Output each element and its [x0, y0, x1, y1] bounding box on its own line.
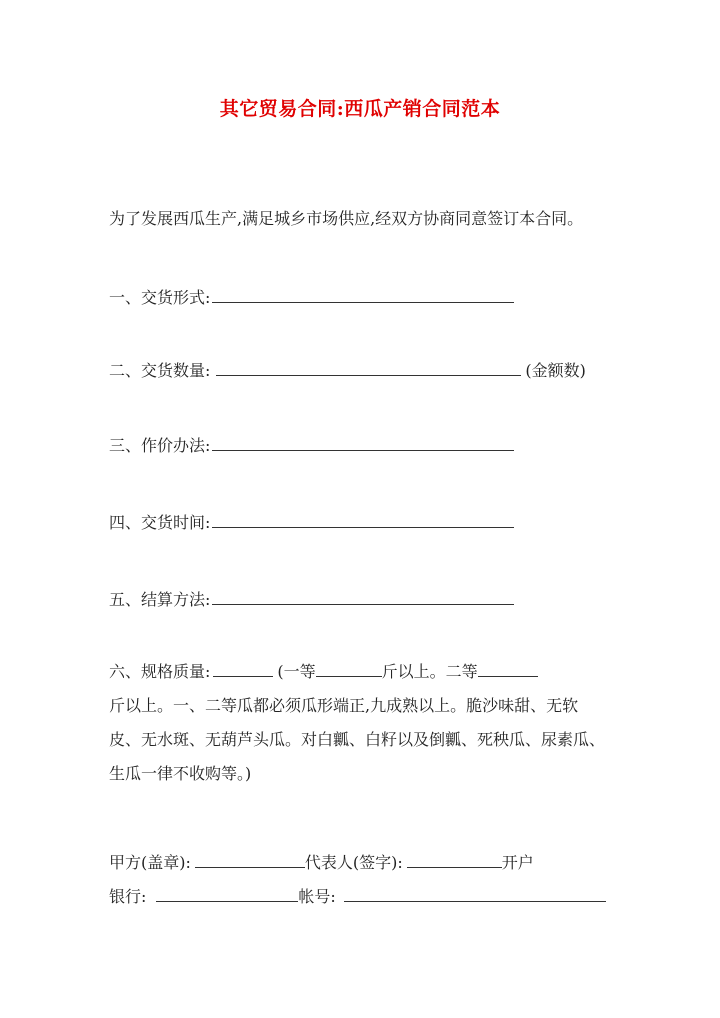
clause-4-label: 四、交货时间:: [109, 513, 211, 532]
party-a-blank: [195, 852, 305, 868]
clause-6-row-4: 生瓜一律不收购等。): [109, 764, 252, 783]
signature-block: [109, 846, 614, 914]
intro-paragraph: 为了发展西瓜生产,满足城乡市场供应,经双方协商同意签订本合同。: [109, 209, 584, 228]
representative-label: 代表人(签字):: [304, 853, 403, 872]
bank-open-label: 开户: [501, 853, 534, 872]
clause-4-blank: [212, 512, 514, 528]
clause-1: [109, 287, 514, 308]
clause-3-blank: [212, 435, 514, 451]
clause-6-label: 六、规格质量:: [109, 662, 211, 681]
clause-2-label: 二、交货数量:: [109, 361, 211, 380]
clause-1-blank: [212, 287, 514, 303]
account-blank: [344, 886, 606, 902]
clause-2-suffix: (金额数): [525, 361, 586, 380]
page-title: 其它贸易合同:西瓜产销合同范本: [219, 98, 501, 120]
clause-6: [109, 655, 614, 791]
clause-6-grade-1: (一等: [277, 662, 316, 681]
clause-6-grade-2: 斤以上。二等: [381, 662, 478, 681]
bank-blank: [156, 886, 298, 902]
representative-blank: [407, 852, 502, 868]
clause-2-blank: [216, 360, 521, 376]
clause-3: [109, 435, 514, 456]
clause-2: [109, 360, 586, 381]
clause-1-label: 一、交货形式:: [109, 288, 211, 307]
clause-5-blank: [212, 589, 514, 605]
clause-4: [109, 512, 514, 533]
clause-6-row-1: [109, 655, 614, 689]
clause-6-blank-2: [316, 661, 382, 677]
clause-3-label: 三、作价办法:: [109, 436, 211, 455]
bank-label: 银行:: [109, 887, 147, 906]
clause-6-row-3: 皮、无水斑、无葫芦头瓜。对白瓤、白籽以及倒瓤、死秧瓜、尿素瓜、: [109, 730, 606, 749]
signature-row-1: [109, 846, 614, 880]
clause-5-label: 五、结算方法:: [109, 590, 211, 609]
clause-6-blank-3: [478, 661, 538, 677]
clause-6-row-2: 斤以上。一、二等瓜都必须瓜形端正,九成熟以上。脆沙味甜、无软: [109, 696, 579, 715]
clause-5: [109, 589, 514, 610]
account-label: 帐号:: [298, 887, 336, 906]
signature-row-2: [109, 880, 614, 914]
party-a-label: 甲方(盖章):: [109, 853, 191, 872]
clause-6-blank-1: [213, 661, 273, 677]
